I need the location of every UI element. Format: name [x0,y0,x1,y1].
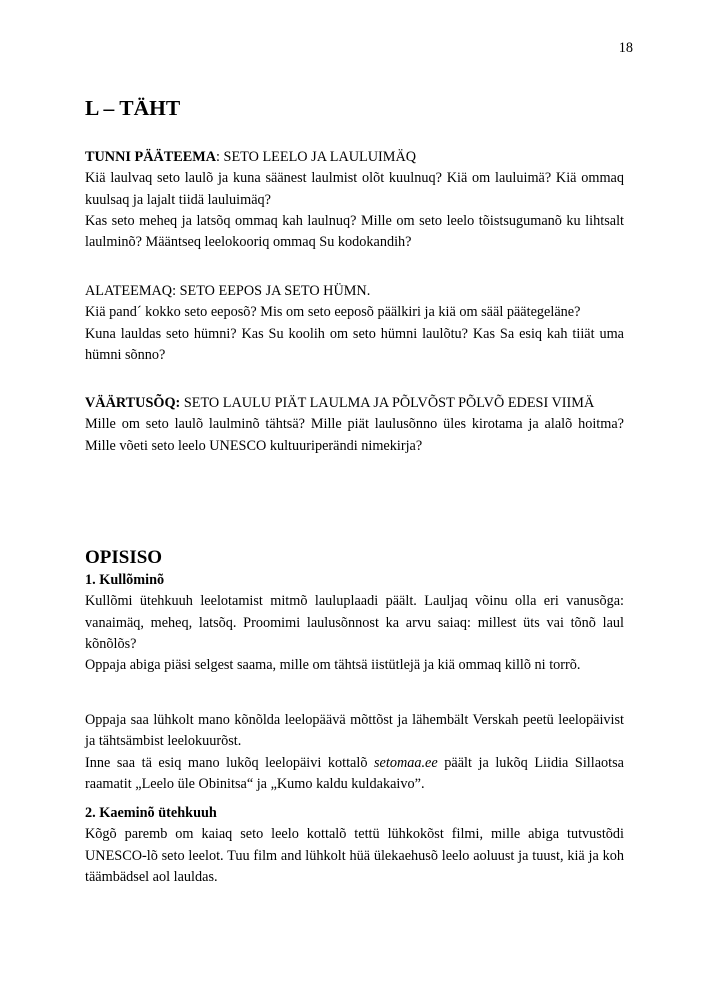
values-heading-text: SETO LAULU PIÄT LAULMA JA PÕLVÕST PÕLVÕ EDESI VIIMÄ [180,395,595,411]
subtheme-question-2: Kuna lauldas seto hümni? Kas Su koolih om seto hümni laulõtu? Kas Sa esiq kah tiiät uma hümni sõnno? [85,325,624,363]
values-block [85,393,624,457]
section-1-paragraph-4-post: päält ja lukõq Liidia Sillaotsa raamatit „Leelo üle Obinitsa“ ja „Kumo kaldu kuldakaivo”. [85,754,624,792]
section-1-paragraph-4-pre: Inne saa tä esiq mano lukõq leelopäivi kottalõ [85,754,374,771]
setomaa-site-reference: setomaa.ee [374,754,438,771]
theme-question-1: Kiä laulvaq seto laulõ ja kuna säänest laulmist olõt kuulnuq? Kiä om lauluimä? Kiä ommaq kuulsaq ja lajalt tiidä lauluimäq? [85,170,624,208]
values-question-1: Mille om seto laulõ laulminõ tähtsä? Mille piät laulusõnno üles kirotama ja alalõ hoitma? Mille võeti seto leelo UNESCO kultuuriperändi nimekirja? [85,416,624,454]
values-heading-label: VÄÄRTUSÕQ: [85,395,181,411]
opisiso-heading: OPISISO [85,546,163,568]
theme-block [85,147,624,254]
page-title: L – TÄHT [85,96,181,121]
section-1-block [85,570,624,677]
subtheme-heading: ALATEEMAQ: SETO EEPOS JA SETO HÜMN. [85,283,371,299]
theme-heading-text: : SETO LEELO JA LAULUIMÄQ [216,149,417,165]
theme-question-2: Kas seto meheq ja latsõq ommaq kah laulnuq? Mille om seto leelo tõistsugumanõ ku lihtsalt laulminõ? Määntseq leelokooriq ommaq Su kodokandih? [85,212,624,251]
theme-heading [85,147,624,168]
theme-heading-label: TUNNI PÄÄTEEMA [85,149,217,165]
section-2-paragraph-1: Kõgõ paremb om kaiaq seto leelo kottalõ tettü lühkokõst filmi, mille abiga tutvustõdi UNESCO-lõ seto leelot. Tuu film and lühkolt hüä ülekaehusõ leelo aoluust ja tuust, kiä ja koh täämbädsel aol lauldas. [85,826,624,885]
section-1-title: 1. Kullõminõ [85,572,165,588]
section-1-paragraph-2: Oppaja abiga piäsi selgest saama, mille om tähtsä iistütlejä ja kiä ommaq killõ ni torrõ. [85,657,581,674]
subtheme-block [85,281,624,366]
section-1-block-continued [85,710,624,795]
section-2-title: 2. Kaeminõ ütehkuuh [85,805,217,821]
section-1-paragraph-1: Kullõmi ütehkuuh leelotamist mitmõ lauluplaadi päält. Lauljaq võinu olla eri vanusõga: vanaimäq, meheq, latsõq. Proomimi laulusõnnost ka arvu saiaq: millest üts vai tõnõ laul kõnõlõs? [85,593,624,652]
section-1-paragraph-4 [85,753,624,796]
subtheme-question-1: Kiä pand´ kokko seto eeposõ? Mis om seto eeposõ päälkiri ja kiä om sääl päätegeläne? [85,304,581,321]
values-heading [85,393,624,414]
page-number: 18 [618,40,633,56]
section-2-block [85,803,624,888]
section-1-paragraph-3: Oppaja saa lühkolt mano kõnõlda leelopäävä mõttõst ja lähembält Verskah peetü leelopäivist ja tähtsämbist leelokuurõst. [85,712,624,750]
